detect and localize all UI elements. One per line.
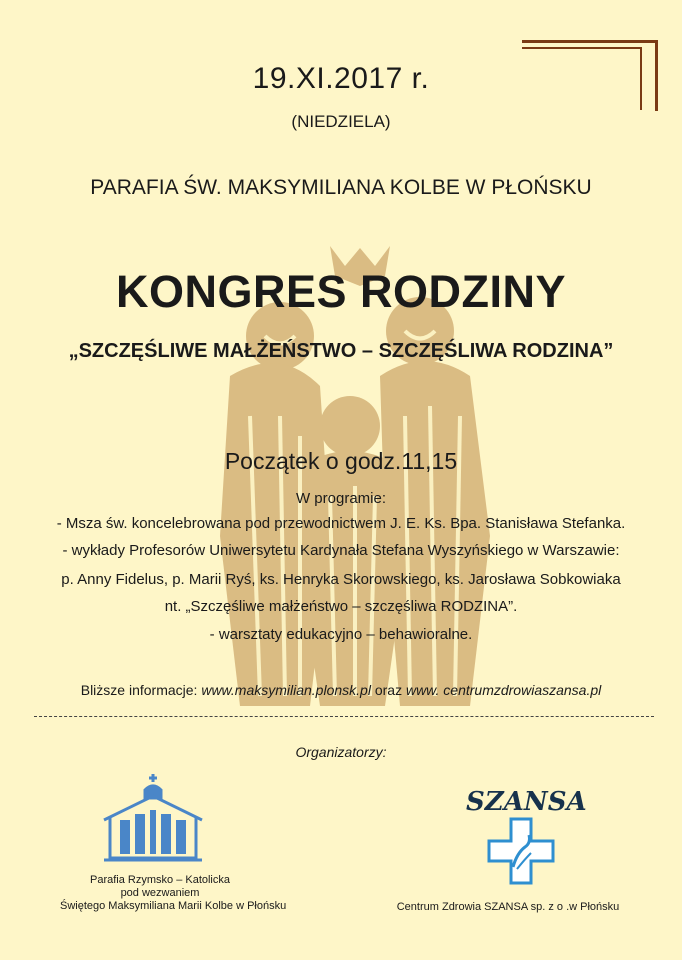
event-date: 19.XI.2017 r. bbox=[252, 62, 430, 95]
organizers-heading: Organizatorzy: bbox=[295, 744, 387, 760]
church-logo-icon bbox=[100, 770, 206, 862]
parish-website-link[interactable]: www.maksymilian.plonsk.pl bbox=[201, 682, 371, 698]
dashed-divider bbox=[34, 716, 654, 717]
szansa-website-link[interactable]: www. centrumzdrowiaszansa.pl bbox=[405, 682, 602, 698]
program-line: p. Anny Fidelus, p. Marii Ryś, ks. Henryka Skorowskiego, ks. Jarosława Sobkowiaka bbox=[61, 571, 621, 588]
more-info-connector: oraz bbox=[374, 682, 403, 698]
program-line: - wykłady Profesorów Uniwersytetu Kardynała Stefana Wyszyńskiego w Warszawie: bbox=[62, 542, 620, 559]
more-info-label: Bliższe informacje: bbox=[80, 682, 198, 698]
parish-organizer-caption: Parafia Rzymsko – Katolicka pod wezwaniem Świętego Maksymiliana Marii Kolbe w Płońsku bbox=[60, 874, 287, 912]
more-info bbox=[0, 682, 682, 698]
program-heading: W programie: bbox=[295, 490, 387, 507]
program-line: nt. „Szczęśliwe małżeństwo – szczęśliwa RODZINA”. bbox=[164, 598, 518, 615]
szansa-logo: SZANSA bbox=[466, 787, 587, 817]
parish-name: PARAFIA ŚW. MAKSYMILIANA KOLBE W PŁOŃSKU bbox=[90, 176, 592, 199]
program-line: - warsztaty edukacyjno – behawioralne. bbox=[209, 626, 473, 643]
event-day: (NIEDZIELA) bbox=[291, 112, 391, 131]
program-line: - Msza św. koncelebrowana pod przewodnictwem J. E. Ks. Bpa. Stanisława Stefanka. bbox=[56, 515, 626, 532]
event-subtitle: „SZCZĘŚLIWE MAŁŻEŃSTWO – SZCZĘŚLIWA RODZINA” bbox=[68, 340, 614, 362]
medical-cross-icon bbox=[487, 817, 555, 885]
event-title: KONGRES RODZINY bbox=[115, 266, 567, 317]
start-time: Początek o godz.11,15 bbox=[224, 448, 458, 474]
szansa-organizer-caption: Centrum Zdrowia SZANSA sp. z o .w Płońsku bbox=[396, 901, 620, 913]
